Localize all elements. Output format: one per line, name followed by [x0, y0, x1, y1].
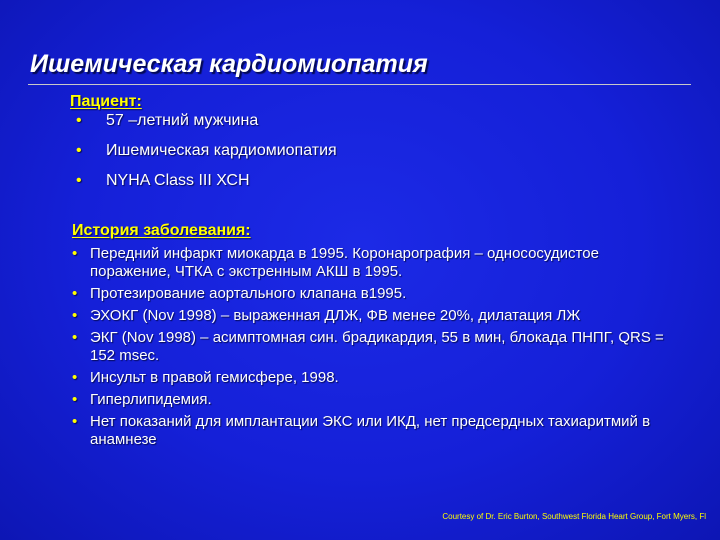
patient-item-text: Ишемическая кардиомиопатия — [106, 142, 337, 159]
patient-item-text: NYHA Class III ХСН — [106, 172, 250, 189]
slide-title: Ишемическая кардиомиопатия — [30, 50, 428, 78]
history-item — [72, 285, 672, 303]
history-item — [72, 329, 672, 365]
patient-list — [76, 111, 337, 201]
bullet-icon: • — [72, 307, 78, 324]
patient-heading: Пациент: — [70, 93, 142, 110]
history-item-text: Гиперлипидемия. — [90, 391, 212, 408]
history-item-text: ЭКГ (Nov 1998) – асимптомная син. брадикардия, 55 в мин, блокада ПНПГ, QRS = 152 msec. — [90, 329, 664, 364]
history-item-text: Инсульт в правой гемисфере, 1998. — [90, 369, 339, 386]
credit-line: Courtesy of Dr. Eric Burton, Southwest Florida Heart Group, Fort Myers, Fl — [442, 512, 706, 521]
history-item-text: ЭХОКГ (Nov 1998) – выраженная ДЛЖ, ФВ менее 20%, дилатация ЛЖ — [90, 307, 581, 324]
patient-item — [76, 171, 337, 201]
patient-item — [76, 111, 337, 141]
history-item — [72, 245, 672, 281]
bullet-icon: • — [72, 369, 78, 386]
history-item — [72, 413, 672, 449]
title-divider — [28, 84, 691, 85]
bullet-icon: • — [76, 142, 82, 159]
bullet-icon: • — [72, 245, 78, 262]
patient-item-text: 57 –летний мужчина — [106, 112, 259, 129]
history-list — [72, 245, 672, 453]
history-item — [72, 307, 672, 325]
bullet-icon: • — [76, 172, 82, 189]
bullet-icon: • — [72, 285, 78, 302]
history-item — [72, 391, 672, 409]
history-item-text: Передний инфаркт миокарда в 1995. Коронарография – однососудистое поражение, ЧТКА с экстренным АКШ в 1995. — [90, 245, 599, 280]
history-item-text: Нет показаний для имплантации ЭКС или ИКД, нет предсердных тахиаритмий в анамнезе — [90, 413, 651, 448]
patient-item — [76, 141, 337, 171]
bullet-icon: • — [76, 112, 82, 129]
history-item — [72, 369, 672, 387]
bullet-icon: • — [72, 329, 78, 346]
history-item-text: Протезирование аортального клапана в1995. — [90, 285, 407, 302]
history-heading: История заболевания: — [72, 222, 251, 239]
bullet-icon: • — [72, 413, 78, 430]
bullet-icon: • — [72, 391, 78, 408]
